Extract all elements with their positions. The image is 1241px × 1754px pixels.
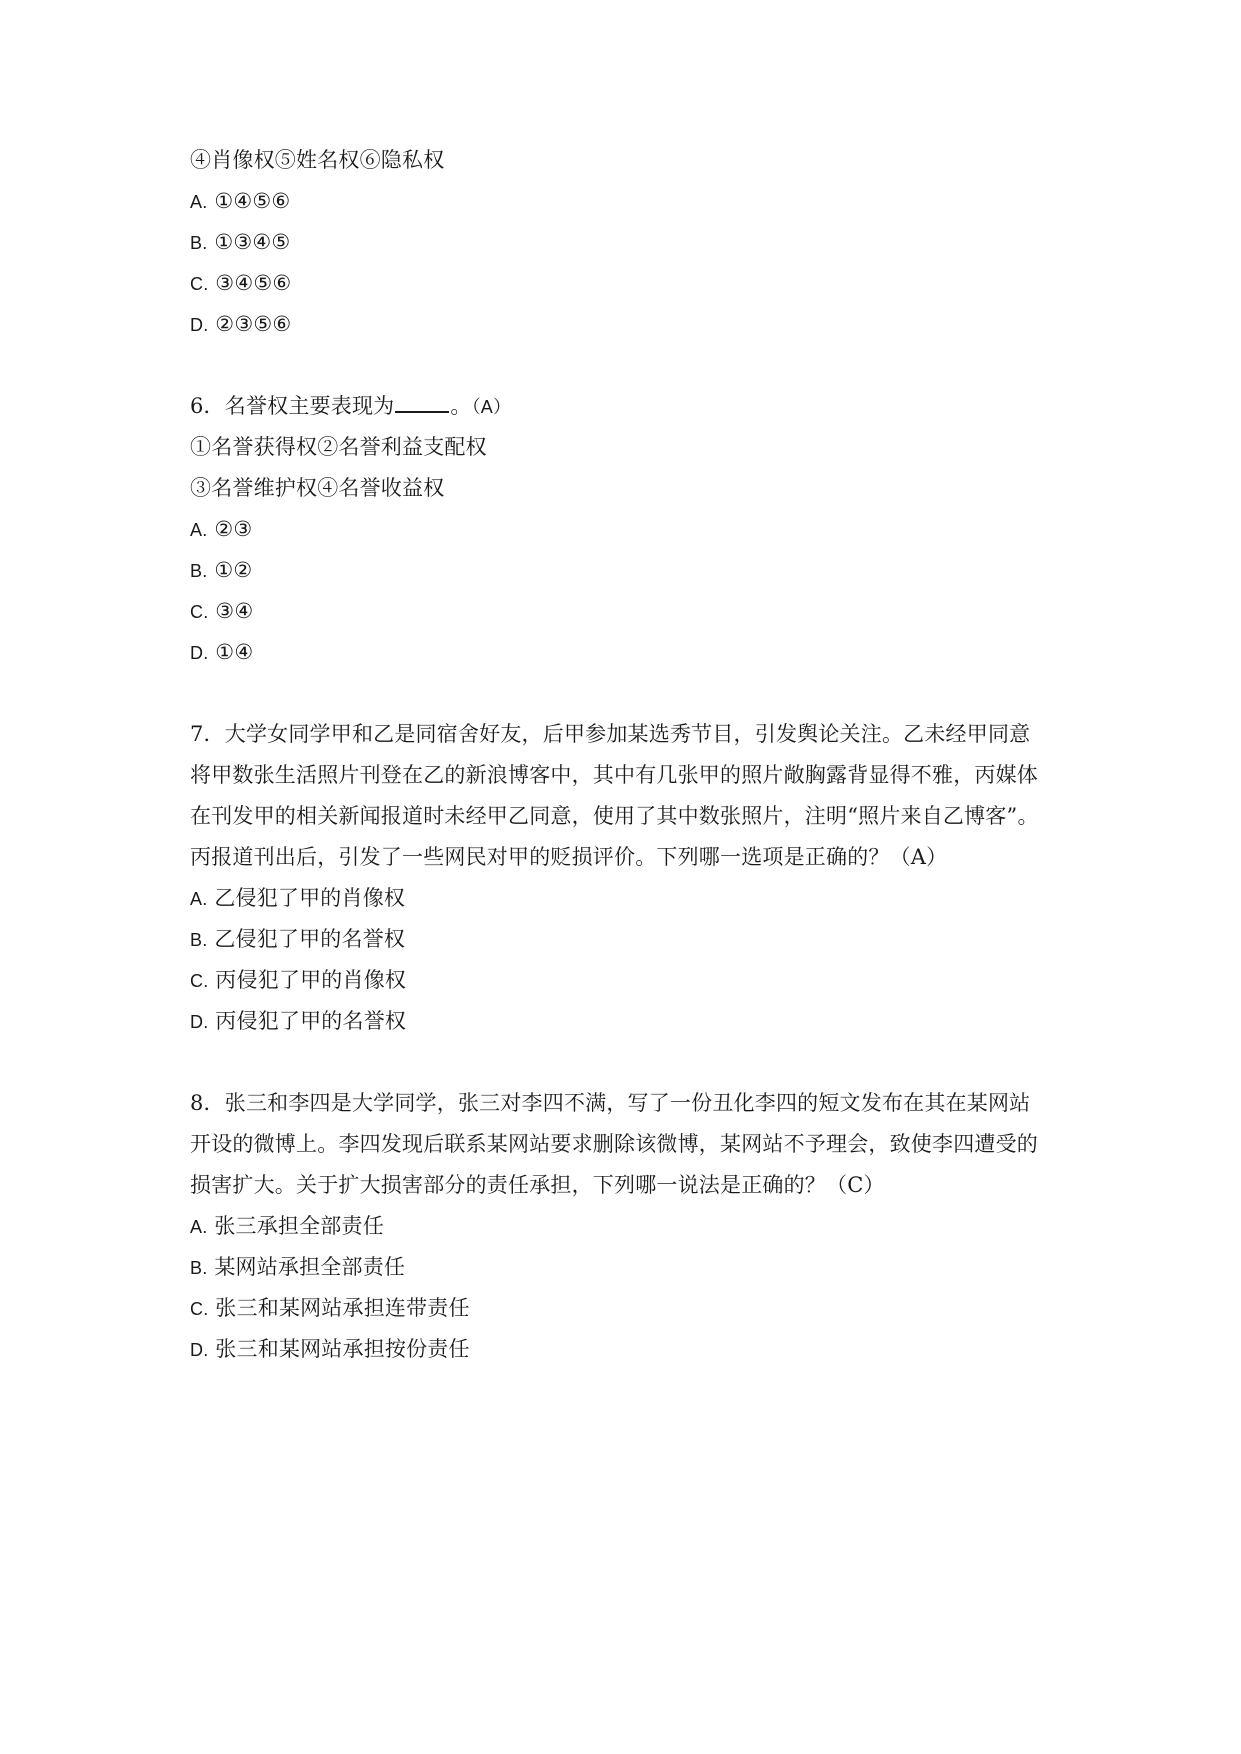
option-label: C. xyxy=(190,971,209,991)
q6-option-c xyxy=(190,597,253,626)
option-text: 张三和某网站承担连带责任 xyxy=(215,1296,470,1320)
question-stem-end: 。 xyxy=(450,394,472,418)
option-text: 丙侵犯了甲的肖像权 xyxy=(215,968,407,992)
option-text: ③④⑤⑥ xyxy=(215,271,292,295)
q5-option-d xyxy=(190,310,291,339)
q6-option-d xyxy=(190,638,253,667)
option-label: C. xyxy=(190,274,209,294)
option-text: 某网站承担全部责任 xyxy=(214,1255,406,1279)
q8-option-c xyxy=(190,1294,470,1323)
option-text: ③④ xyxy=(215,599,254,623)
option-text: ①④ xyxy=(215,640,254,664)
option-text: 乙侵犯了甲的肖像权 xyxy=(214,886,406,910)
q8-option-b xyxy=(190,1253,405,1282)
option-text: ②③ xyxy=(214,517,253,541)
option-label: A. xyxy=(190,520,208,540)
option-text: ①③④⑤ xyxy=(214,230,291,254)
option-label: B. xyxy=(190,930,208,950)
question-number: 6． xyxy=(190,394,225,418)
option-text: 乙侵犯了甲的名誉权 xyxy=(214,927,406,951)
option-label: C. xyxy=(190,1299,209,1319)
option-label: B. xyxy=(190,561,208,581)
q5-option-b xyxy=(190,228,290,257)
q6-option-a xyxy=(190,515,252,544)
option-label: A. xyxy=(190,1217,208,1237)
q6-items-line-2: ③名誉维护权④名誉收益权 xyxy=(190,476,445,500)
option-text: 张三承担全部责任 xyxy=(214,1214,384,1238)
q7-stem-line-3: 在刊发甲的相关新闻报道时未经甲乙同意，使用了其中数张照片，注明“照片来自乙博客”。 xyxy=(190,804,1039,828)
q7-option-d xyxy=(190,1007,406,1036)
option-text: ①② xyxy=(214,558,253,582)
q7-option-a xyxy=(190,884,405,913)
q8-option-d xyxy=(190,1335,470,1364)
option-text: 丙侵犯了甲的名誉权 xyxy=(215,1009,407,1033)
q8-stem-line-1: 8．张三和李四是大学同学，张三对李四不满，写了一份丑化李四的短文发布在其在某网站 xyxy=(190,1091,1031,1115)
q5-items-continuation: ④肖像权⑤姓名权⑥隐私权 xyxy=(190,148,445,172)
option-label: D. xyxy=(190,1340,209,1360)
option-text: 张三和某网站承担按份责任 xyxy=(215,1337,470,1361)
option-label: C. xyxy=(190,602,209,622)
q5-option-c xyxy=(190,269,291,298)
answer-key: （A） xyxy=(471,397,512,417)
option-label: B. xyxy=(190,233,208,253)
q6-option-b xyxy=(190,556,252,585)
q6-stem xyxy=(190,392,511,421)
question-stem: 名誉权主要表现为 xyxy=(224,394,395,418)
option-label: D. xyxy=(190,1012,209,1032)
q6-items-line-1: ①名誉获得权②名誉利益支配权 xyxy=(190,435,487,459)
q8-stem-line-3: 损害扩大。关于扩大损害部分的责任承担，下列哪一说法是正确的？（C） xyxy=(190,1173,885,1197)
option-label: D. xyxy=(190,643,209,663)
option-label: A. xyxy=(190,889,208,909)
q7-stem-line-4: 丙报道刊出后，引发了一些网民对甲的贬损评价。下列哪一选项是正确的？（A） xyxy=(190,845,948,869)
q7-stem-line-1: 7．大学女同学甲和乙是同宿舍好友，后甲参加某选秀节目，引发舆论关注。乙未经甲同意 xyxy=(190,722,1031,746)
q8-option-a xyxy=(190,1212,384,1241)
option-text: ①④⑤⑥ xyxy=(214,189,291,213)
q8-stem-line-2: 开设的微博上。李四发现后联系某网站要求删除该微博，某网站不予理会，致使李四遭受的 xyxy=(190,1132,1038,1156)
q7-option-c xyxy=(190,966,406,995)
option-label: B. xyxy=(190,1258,208,1278)
q7-option-b xyxy=(190,925,405,954)
q5-option-a xyxy=(190,187,290,216)
option-label: D. xyxy=(190,315,209,335)
option-label: A. xyxy=(190,192,208,212)
q7-stem-line-2: 将甲数张生活照片刊登在乙的新浪博客中，其中有几张甲的照片敞胸露背显得不雅，丙媒体 xyxy=(190,763,1038,787)
option-text: ②③⑤⑥ xyxy=(215,312,292,336)
answer-blank xyxy=(395,393,449,413)
